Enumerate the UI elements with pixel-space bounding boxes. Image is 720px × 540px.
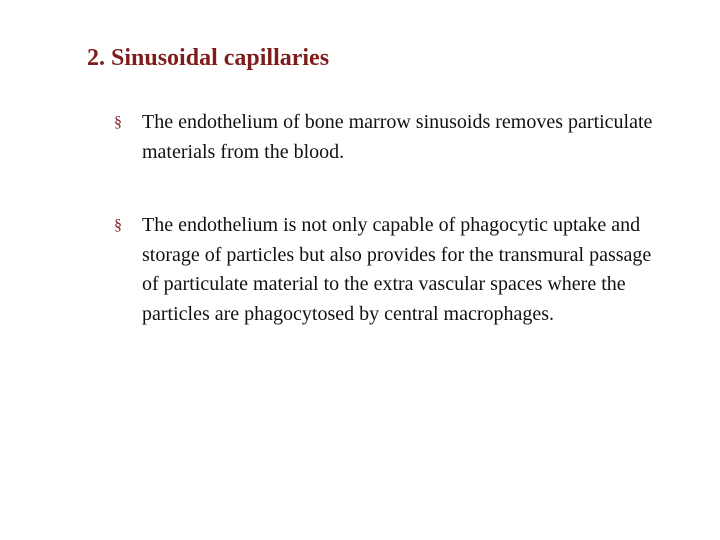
bullet-list (114, 108, 654, 329)
bullet-marker-icon: § (114, 114, 122, 131)
bullet-item (114, 211, 654, 329)
bullet-text: The endothelium of bone marrow sinusoids removes particulate materials from the blood. (142, 111, 653, 163)
bullet-marker-icon: § (114, 217, 122, 234)
bullet-text: The endothelium is not only capable of phagocytic uptake and storage of particles but also provides for the transmural passage of particulate material to the extra vascular spaces where the particles are phagocytosed by central macrophages. (142, 214, 652, 325)
bullet-item (114, 108, 654, 167)
slide-title: 2. Sinusoidal capillaries (87, 45, 330, 71)
